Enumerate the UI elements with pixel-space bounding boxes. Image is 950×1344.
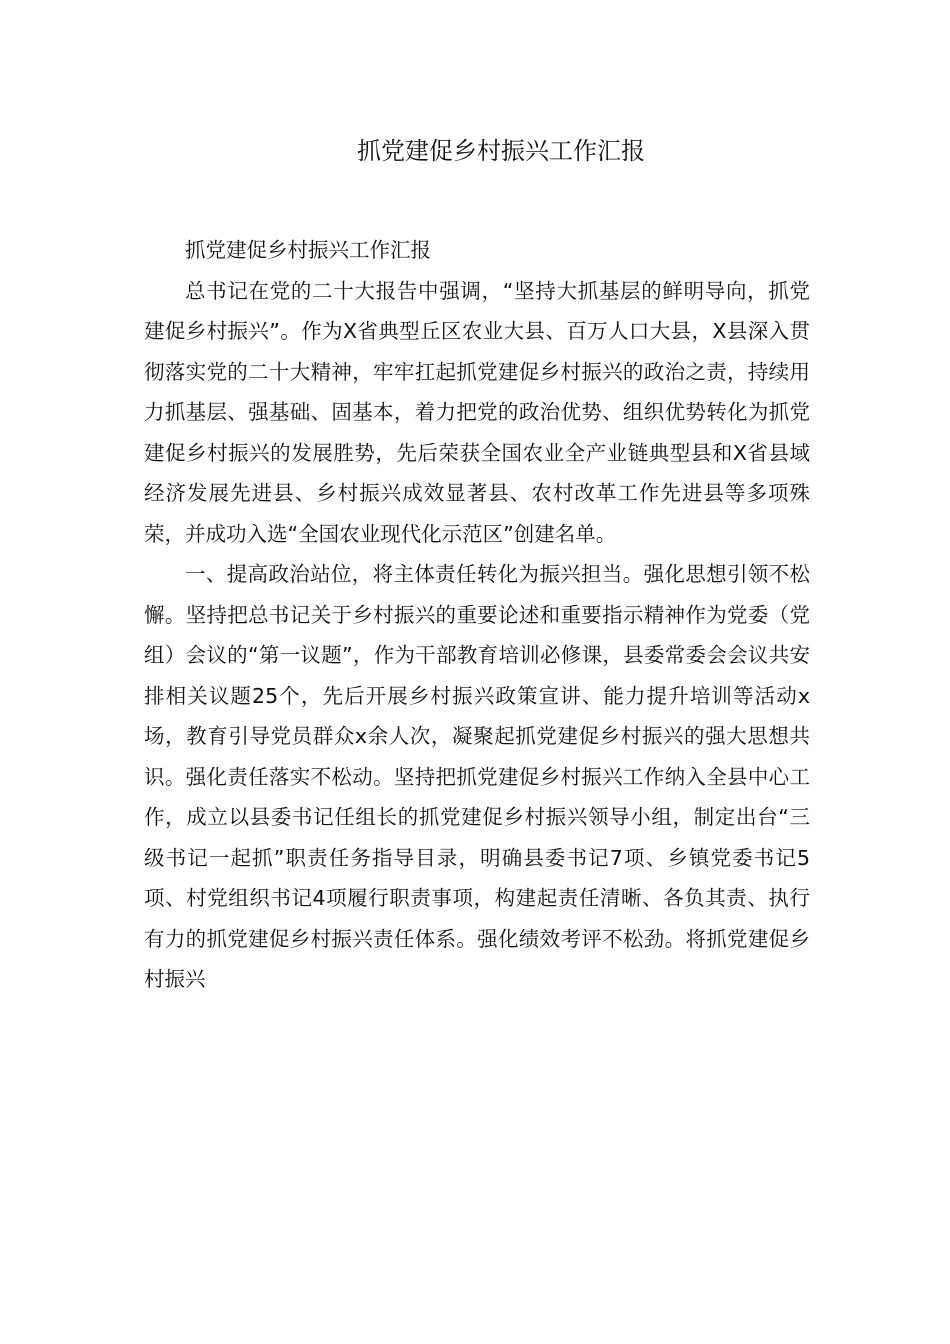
section-one-paragraph: 一、提高政治站位，将主体责任转化为振兴担当。强化思想引领不松懈。坚持把总书记关于乡村振兴的重要论述和重要指示精神作为党委（党组）会议的“第一议题”，作为干部教育培训必修课，县委常委会会议共安排相关议题25个，先后开展乡村振兴政策宣讲、能力提升培训等活动x场，教育引导党员群众x余人次，凝聚起抓党建促乡村振兴的强大思想共识。强化责任落实不松动。坚持把抓党建促乡村振兴工作纳入全县中心工作，成立以县委书记任组长的抓党建促乡村振兴领导小组，制定出台“三级书记一起抓”职责任务指导目录，明确县委书记7项、乡镇党委书记5项、村党组织书记4项履行职责事项，构建起责任清晰、各负其责、执行有力的抓党建促乡村振兴责任体系。强化绩效考评不松劲。将抓党建促乡村振兴 bbox=[144, 562, 810, 991]
document-title: 抓党建促乡村振兴工作汇报 bbox=[357, 137, 645, 165]
intro-paragraph: 总书记在党的二十大报告中强调，“坚持大抓基层的鲜明导向，抓党建促乡村振兴”。作为X省典型丘区农业大县、百万人口大县，X县深入贯彻落实党的二十大精神，牢牢扛起抓党建促乡村振兴的政治之责，持续用力抓基层、强基础、固基本，着力把党的政治优势、组织优势转化为抓党建促乡村振兴的发展胜势，先后荣获全国农业全产业链典型县和X省县域经济发展先进县、乡村振兴成效显著县、农村改革工作先进县等多项殊荣，并成功入选“全国农业现代化示范区”创建名单。 bbox=[144, 278, 810, 546]
subtitle-paragraph: 抓党建促乡村振兴工作汇报 bbox=[185, 238, 431, 262]
document-body bbox=[144, 230, 810, 1000]
